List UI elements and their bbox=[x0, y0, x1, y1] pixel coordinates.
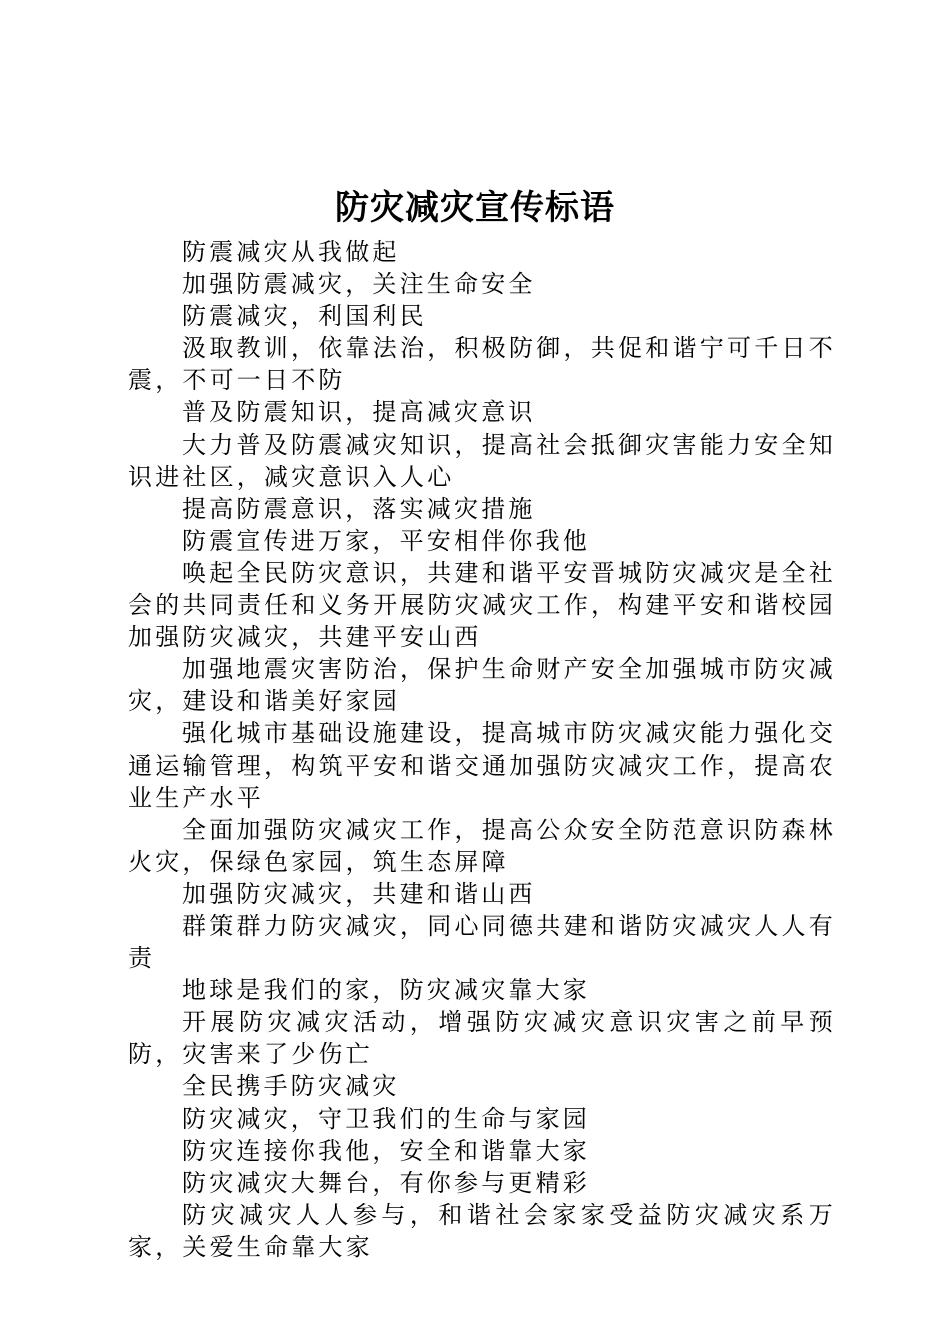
slogan-paragraph: 防震减灾，利国利民 bbox=[182, 302, 427, 331]
slogan-paragraph: 加强地震灾害防治，保护生命财产安全加强城市防灾减灾，建设和谐美好家园 bbox=[128, 655, 836, 716]
document-body bbox=[128, 236, 836, 1263]
slogan-paragraph: 防灾减灾大舞台，有你参与更精彩 bbox=[182, 1168, 590, 1197]
slogan-paragraph: 加强防灾减灾，共建和谐山西 bbox=[182, 879, 536, 908]
slogan-paragraph: 提高防震意识，落实减灾措施 bbox=[182, 494, 536, 523]
slogan-paragraph: 普及防震知识，提高减灾意识 bbox=[182, 398, 536, 427]
slogan-paragraph: 全民携手防灾减灾 bbox=[182, 1072, 400, 1101]
slogan-paragraph: 大力普及防震减灾知识，提高社会抵御灾害能力安全知识进社区，减灾意识入人心 bbox=[128, 430, 836, 491]
slogan-paragraph: 群策群力防灾减灾，同心同德共建和谐防灾减灾人人有责 bbox=[128, 911, 836, 973]
slogan-paragraph: 强化城市基础设施建设，提高城市防灾减灾能力强化交通运输管理，构筑平安和谐交通加强防灾减灾工作，提高农业生产水平 bbox=[128, 719, 836, 812]
slogan-paragraph: 防灾连接你我他，安全和谐靠大家 bbox=[182, 1136, 590, 1165]
slogan-paragraph: 加强防震减灾，关注生命安全 bbox=[182, 270, 536, 299]
slogan-paragraph: 防灾减灾人人参与，和谐社会家家受益防灾减灾系万家，关爱生命靠大家 bbox=[128, 1200, 836, 1261]
slogan-paragraph: 全面加强防灾减灾工作，提高公众安全防范意识防森林火灾，保绿色家园，筑生态屏障 bbox=[128, 815, 836, 876]
document-title: 防灾减灾宣传标语 bbox=[335, 188, 615, 228]
slogan-paragraph: 开展防灾减灾活动，增强防灾减灾意识灾害之前早预防，灾害来了少伤亡 bbox=[128, 1008, 836, 1069]
slogan-paragraph: 防震宣传进万家，平安相伴你我他 bbox=[182, 526, 590, 555]
slogan-paragraph: 防震减灾从我做起 bbox=[182, 238, 400, 266]
slogan-paragraph: 防灾减灾，守卫我们的生命与家园 bbox=[182, 1104, 590, 1133]
slogan-paragraph: 地球是我们的家，防灾减灾靠大家 bbox=[182, 976, 590, 1005]
slogan-paragraph: 汲取教训，依靠法治，积极防御，共促和谐宁可千日不震，不可一日不防 bbox=[128, 334, 836, 395]
slogan-paragraph: 唤起全民防灾意识，共建和谐平安晋城防灾减灾是全社会的共同责任和义务开展防灾减灾工作，构建平安和谐校园加强防灾减灾，共建平安山西 bbox=[128, 558, 836, 652]
